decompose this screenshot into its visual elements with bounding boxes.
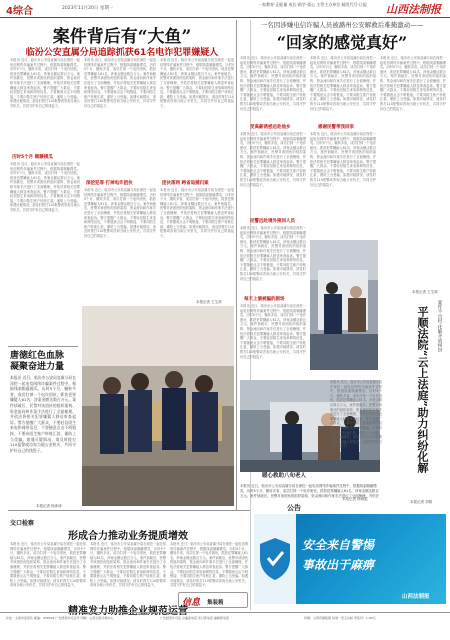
story-a-column-3b: 本报讯 近日，临汾市公安局直属分局在深挖一起电信网络诈骗案件过程中，根据线索顺藤摸瓜，历时5个月，辗转多省，成功打掉一个电诈团伙，抓获犯罪嫌疑人61名，涉案金额达数百万元。案件侦破后，民警对该团伙的组织架构、资金流向和作案手法进行了全面梳理，并依法将相关犯罪嫌疑人移送审查起诉。警方提醒广大群众，不要轻信陌生来电和网络信息，不要随意点击不明链接，不要向陌生账户转账汇款，谨防上当受骗。如遇可疑情况，请及时拨打110报警或咨询当地公安机关，共同守护好自己的钱袋子。: [160, 188, 234, 238]
footer-col-2: 广告经营许可证 总编室电话 发行部电话 编辑部电话: [160, 616, 229, 620]
story-b-column-1b: 本报讯 近日，临汾市公安局直属分局在深挖一起电信网络诈骗案件过程中，根据线索顺藤摸瓜，历时5个月，辗转多省，成功打掉一个电诈团伙，抓获犯罪嫌疑人61名，涉案金额达数百万元。案件侦破后，民警对该团伙的组织架构、资金流向和作案手法进行了全面梳理，并依法将相关犯罪嫌疑人移送审查起诉。警方提醒广大群众，不要轻信陌生来电和网络信息，不要随意点击不明链接，不要向陌生账户转账汇款，谨防上当受骗。如遇可疑情况，请及时拨打110报警或咨询当地公安机关，共同守护好自己的钱袋子。: [240, 132, 306, 187]
issue-date: 2023年11月20日 星期一: [62, 6, 114, 11]
photo-meeting: [82, 306, 234, 506]
story-b-kicker: 一名因涉嫌电信诈骗人员被潞州公安解救后难掩激动——: [260, 21, 424, 29]
story-b-subtitle-2: 民警远赴境外接回人员: [250, 219, 295, 224]
vertical-story-byline: 本报记者 刘锦: [410, 500, 433, 504]
paper-logo: 山西法制报: [386, 3, 441, 16]
sidebar-title: 唐徳红色血脉 凝聚奋进力量: [10, 351, 65, 372]
story-b-byline: 本报记者 王艾莉: [412, 290, 438, 294]
story-b-column-2b: 本报讯 近日，临汾市公安局直属分局在深挖一起电信网络诈骗案件过程中，根据线索顺藤摸瓜，历时5个月，辗转多省，成功打掉一个电诈团伙，抓获犯罪嫌疑人61名，涉案金额达数百万元。案件侦破后，民警对该团伙的组织架构、资金流向和作案手法进行了全面梳理，并依法将相关犯罪嫌疑人移送审查起诉。警方提醒广大群众，不要轻信陌生来电和网络信息，不要随意点击不明链接，不要向陌生账户转账汇款，谨防上当受骗。如遇可疑情况，请及时拨打110报警或咨询当地公安机关，共同守护好自己的钱袋子。: [310, 132, 376, 187]
masthead: [0, 0, 450, 18]
photo-caption-title: 暖心救助八旬老人: [262, 473, 307, 479]
story-b-headline: “回家的感觉真好”: [276, 33, 408, 52]
vertical-story-kicker: 案件不出村·化解矛盾纠纷: [437, 300, 442, 353]
photo-police-illustration: [310, 240, 378, 370]
photo-caption-text: 本报讯 近日，临汾市公安局直属分局在深挖一起电信网络诈骗案件过程中，根据线索顺藤摸瓜，历时5个月，辗转多省，成功打掉一个电诈团伙，抓获犯罪嫌疑人61名，涉案金额达数百万元。案件侦破后，民警对该团伙的组织架构、资金流向和作案手法进行了全面梳理，并依法: [240, 484, 380, 498]
story-a-subtitle-2: 深挖犯罪 打掉电诈团伙: [86, 181, 133, 186]
section-label: 交口检察: [10, 520, 35, 527]
bottom-column-1: 本报讯 近日，临汾市公安局直属分局在深挖一起电信网络诈骗案件过程中，根据线索顺藤摸瓜，历时5个月，辗转多省，成功打掉一个电诈团伙，抓获犯罪嫌疑人61名，涉案金额达数百万元。案件侦破后，民警对该团伙的组织架构、资金流向和作案手法进行了全面梳理，并依法将相关犯罪嫌疑人移送审查起诉。警方提醒广大群众，不要轻信陌生来电和网络信息，不要随意点击不明链接，不要向陌生账户转账汇款，谨防上当受骗。如遇可疑情况，请及时拨打110报警或咨询当地公安机关，共同守护好自己的钱袋子。: [10, 542, 86, 588]
story-a-column-2: 本报讯 近日，临汾市公安局直属分局在深挖一起电信网络诈骗案件过程中，根据线索顺藤摸瓜，历时5个月，辗转多省，成功打掉一个电诈团伙，抓获犯罪嫌疑人61名，涉案金额达数百万元。案件侦破后，民警对该团伙的组织架构、资金流向和作案手法进行了全面梳理，并依法将相关犯罪嫌疑人移送审查起诉。警方提醒广大群众，不要轻信陌生来电和网络信息，不要随意点击不明链接，不要向陌生账户转账汇款，谨防上当受骗。如遇可疑情况，请及时拨打110报警或咨询当地公安机关，共同守护好自己的钱袋子。: [84, 58, 156, 108]
info-logo: 信息: [182, 598, 201, 608]
sidebar-byline: 本报记者 杨沐涛: [36, 504, 62, 508]
sidebar-text: 本报讯 近日，临汾市公安局直属分局在深挖一起电信网络诈骗案件过程中，根据线索顺藤摸瓜，历时5个月，辗转多省，成功打掉一个电诈团伙，抓获犯罪嫌疑人61名，涉案金额达数百万元。案件侦破后，民警对该团伙的组织架构、资金流向和作案手法进行了全面梳理，并依法将相关犯罪嫌疑人移送审查起诉。警方提醒广大群众，不要轻信陌生来电和网络信息，不要随意点击不明链接，不要向陌生账户转账汇款，谨防上当受骗。如遇可疑情况，请及时拨打110报警或咨询当地公安机关，共同守护好自己的钱袋子。: [10, 375, 76, 453]
story-b-column-2: 本报讯 近日，临汾市公安局直属分局在深挖一起电信网络诈骗案件过程中，根据线索顺藤摸瓜，历时5个月，辗转多省，成功打掉一个电诈团伙，抓获犯罪嫌疑人61名，涉案金额达数百万元。案件侦破后，民警对该团伙的组织架构、资金流向和作案手法进行了全面梳理，并依法将相关犯罪嫌疑人移送审查起诉。警方提醒广大群众，不要轻信陌生来电和网络信息，不要随意点击不明链接，不要向陌生账户转账汇款，谨防上当受骗。如遇可疑情况，请及时拨打110报警或咨询当地公安机关，共同守护好自己的钱袋子。: [310, 56, 376, 111]
ad-slogan-2: 事故出于麻痹: [302, 558, 375, 572]
ad-logo: 山西法制报: [402, 594, 430, 600]
story-a-column-1b: 本报讯 近日，临汾市公安局直属分局在深挖一起电信网络诈骗案件过程中，根据线索顺藤摸瓜，历时5个月，辗转多省，成功打掉一个电诈团伙，抓获犯罪嫌疑人61名，涉案金额达数百万元。案件侦破后，民警对该团伙的组织架构、资金流向和作案手法进行了全面梳理，并依法将相关犯罪嫌疑人移送审查起诉。警方提醒广大群众，不要轻信陌生来电和网络信息，不要随意点击不明链接，不要向陌生账户转账汇款，谨防上当受骗。如遇可疑情况，请及时拨打110报警或咨询当地公安机关，共同守护好自己的钱袋子。: [10, 162, 80, 212]
vertical-story: [384, 300, 446, 500]
bottom-column-2: 本报讯 近日，临汾市公安局直属分局在深挖一起电信网络诈骗案件过程中，根据线索顺藤摸瓜，历时5个月，辗转多省，成功打掉一个电诈团伙，抓获犯罪嫌疑人61名，涉案金额达数百万元。案件侦破后，民警对该团伙的组织架构、资金流向和作案手法进行了全面梳理，并依法将相关犯罪嫌疑人移送审查起诉。警方提醒广大群众，不要轻信陌生来电和网络信息，不要随意点击不明链接，不要向陌生账户转账汇款，谨防上当受骗。如遇可疑情况，请及时拨打110报警或咨询当地公安机关，共同守护好自己的钱袋子。: [90, 542, 166, 588]
story-a-column-2b: 本报讯 近日，临汾市公安局直属分局在深挖一起电信网络诈骗案件过程中，根据线索顺藤摸瓜，历时5个月，辗转多省，成功打掉一个电诈团伙，抓获犯罪嫌疑人61名，涉案金额达数百万元。案件侦破后，民警对该团伙的组织架构、资金流向和作案手法进行了全面梳理，并依法将相关犯罪嫌疑人移送审查起诉。警方提醒广大群众，不要轻信陌生来电和网络信息，不要随意点击不明链接，不要向陌生账户转账汇款，谨防上当受骗。如遇可疑情况，请及时拨打110报警或咨询当地公安机关，共同守护好自己的钱袋子。: [84, 188, 156, 238]
story-a-column-1: 本报讯 近日，临汾市公安局直属分局在深挖一起电信网络诈骗案件过程中，根据线索顺藤摸瓜，历时5个月，辗转多省，成功打掉一个电诈团伙，抓获犯罪嫌疑人61名，涉案金额达数百万元。案件侦破后，民警对该团伙的组织架构、资金流向和作案手法进行了全面梳理，并依法将相关犯罪嫌疑人移送审查起诉。警方提醒广大群众，不要轻信陌生来电和网络信息，不要随意点击不明链接，不要向陌生账户转账汇款，谨防上当受骗。如遇可疑情况，请及时拨打110报警或咨询当地公安机关，共同守护好自己的钱袋子。: [10, 58, 80, 108]
info-label: 集装箱: [207, 600, 224, 606]
story-b-subtitle-3: 感谢民警带我回家: [318, 125, 354, 130]
photo-caption-byline: 本报记者 杨海霞: [342, 497, 368, 501]
masthead-slogan: 一家教育·正能量 成长·助学·爱心 主管主办单位 邮发代号·日报: [258, 2, 367, 7]
section-divider: [8, 346, 78, 347]
story-b-column-3: 本报讯 近日，临汾市公安局直属分局在深挖一起电信网络诈骗案件过程中，根据线索顺藤摸瓜，历时5个月，辗转多省，成功打掉一个电诈团伙，抓获犯罪嫌疑人61名，涉案金额达数百万元。案件侦破后，民警对该团伙的组织架构、资金流向和作案手法进行了全面梳理，并依法将相关犯罪嫌疑人移送审查起诉。警方提醒广大群众，不要轻信陌生来电和网络信息，不要随意点击不明链接，不要向陌生账户转账汇款，谨防上当受骗。如遇可疑情况，请及时拨打110报警或咨询当地公安机关，共同守护好自己的钱袋子。: [380, 56, 446, 111]
story-b-column-2c: 本报讯 近日，临汾市公安局直属分局在深挖一起电信网络诈骗案件过程中，根据线索顺藤摸瓜，历时5个月，辗转多省，成功打掉一个电诈团伙，抓获犯罪嫌疑人61名，涉案金额达数百万元。案件侦破后，民警对该团伙的组织架构、资金流向和作案手法进行了全面梳理，并依法将相关犯罪嫌疑人移送审查起诉。警方提醒广大群众，不要轻信陌生来电和网络信息，不要随意点击不明链接，不要向陌生账户转账汇款，谨防上当受骗。如遇可疑情况，请及时拨打110报警或咨询当地公安机关，共同守护好自己的钱袋子。: [240, 304, 306, 359]
column-divider: [236, 20, 237, 510]
vertical-story-text: 本报讯 近日，临汾市公安局直属分局在深挖一起电信网络诈骗案件过程中，根据线索顺藤摸瓜，历时5个月，辗转多省，成功打掉一个电诈团伙，抓获犯罪嫌疑人61名，涉案金额达数百万元。案件侦破后，民警对该团伙的组织架构、资金流向和作案手法进行了全面梳理，并依法将相关犯罪嫌疑人移送审查起诉。警方提醒广大群众，不要轻信陌生来电和网络信息，不要随意点击不明链接，不要向陌生账户转账汇款，谨防上当受骗。如遇可疑情况，请及时拨打110报警或咨询当地公安机关，共同守护好自己的钱袋子。: [330, 380, 382, 449]
subheadline-main: 临汾公安直属分局追踪抓获61名电诈犯罪嫌疑人: [25, 48, 219, 58]
ad-slogan-1: 安全来自警惕: [302, 538, 375, 552]
safety-ad: [254, 514, 446, 604]
story-a-subtitle-3: 团伙落网 跨省追捕归案: [162, 181, 209, 186]
headline-c: 形成合力推动业务提质增效: [68, 531, 188, 542]
section-divider: [8, 510, 250, 511]
announcement-title: 公告: [287, 504, 301, 512]
section-tag: 4综合: [6, 6, 33, 17]
vertical-story-title: 平顺法院“云上法庭”助力纠纷化解: [416, 306, 429, 473]
story-a-byline: 本报记者 王艾莉: [196, 300, 222, 304]
bottom-column-3: 本报讯 近日，临汾市公安局直属分局在深挖一起电信网络诈骗案件过程中，根据线索顺藤摸瓜，历时5个月，辗转多省，成功打掉一个电诈团伙，抓获犯罪嫌疑人61名，涉案金额达数百万元。案件侦破后，民警对该团伙的组织架构、资金流向和作案手法进行了全面梳理，并依法将相关犯罪嫌疑人移送审查起诉。警方提醒广大群众，不要轻信陌生来电和网络信息，不要随意点击不明链接，不要向陌生账户转账汇款，谨防上当受骗。如遇可疑情况，请及时拨打110报警或咨询当地公安机关，共同守护好自己的钱袋子。: [170, 542, 248, 588]
story-b-subtitle-1: 受高薪诱惑远赴他乡: [250, 125, 291, 130]
story-b-subtitle-4: 每天上演被骗的剧场: [244, 297, 285, 302]
story-a-subtitle-1: 历时5个月 顺藤摸瓜: [12, 155, 53, 160]
story-b-column-1: 本报讯 近日，临汾市公安局直属分局在深挖一起电信网络诈骗案件过程中，根据线索顺藤摸瓜，历时5个月，辗转多省，成功打掉一个电诈团伙，抓获犯罪嫌疑人61名，涉案金额达数百万元。案件侦破后，民警对该团伙的组织架构、资金流向和作案手法进行了全面梳理，并依法将相关犯罪嫌疑人移送审查起诉。警方提醒广大群众，不要轻信陌生来电和网络信息，不要随意点击不明链接，不要向陌生账户转账汇款，谨防上当受骗。如遇可疑情况，请及时拨打110报警或咨询当地公安机关，共同守护好自己的钱袋子。: [240, 56, 306, 111]
headline-main: 案件背后有“大鱼”: [52, 27, 192, 47]
shield-icon: [258, 536, 292, 582]
info-box: [178, 592, 248, 608]
footer: [0, 612, 450, 640]
photo-police-rescue: [310, 240, 378, 370]
footer-col-1: 社址：太原市迎泽区 邮编：030002 广告经营许可证号 印刷：山西日报印务中心: [6, 616, 114, 620]
headline-d: 精准发力助推企业规范运营: [68, 606, 188, 617]
photo-meeting-illustration: [82, 306, 234, 506]
story-b-column-1c: 本报讯 近日，临汾市公安局直属分局在深挖一起电信网络诈骗案件过程中，根据线索顺藤摸瓜，历时5个月，辗转多省，成功打掉一个电诈团伙，抓获犯罪嫌疑人61名，涉案金额达数百万元。案件侦破后，民警对该团伙的组织架构、资金流向和作案手法进行了全面梳理，并依法将相关犯罪嫌疑人移送审查起诉。警方提醒广大群众，不要轻信陌生来电和网络信息，不要随意点击不明链接，不要向陌生账户转账汇款，谨防上当受骗。如遇可疑情况，请及时拨打110报警或咨询当地公安机关，共同守护好自己的钱袋子。: [240, 226, 306, 281]
story-a-column-3: 本报讯 近日，临汾市公安局直属分局在深挖一起电信网络诈骗案件过程中，根据线索顺藤摸瓜，历时5个月，辗转多省，成功打掉一个电诈团伙，抓获犯罪嫌疑人61名，涉案金额达数百万元。案件侦破后，民警对该团伙的组织架构、资金流向和作案手法进行了全面梳理，并依法将相关犯罪嫌疑人移送审查起诉。警方提醒广大群众，不要轻信陌生来电和网络信息，不要随意点击不明链接，不要向陌生账户转账汇款，谨防上当受骗。如遇可疑情况，请及时拨打110报警或咨询当地公安机关，共同守护好自己的钱袋子。: [160, 58, 234, 108]
footer-col-3: 印刷：山西印刷集团 每周一至五出版 零售价：1.00元: [304, 616, 376, 620]
